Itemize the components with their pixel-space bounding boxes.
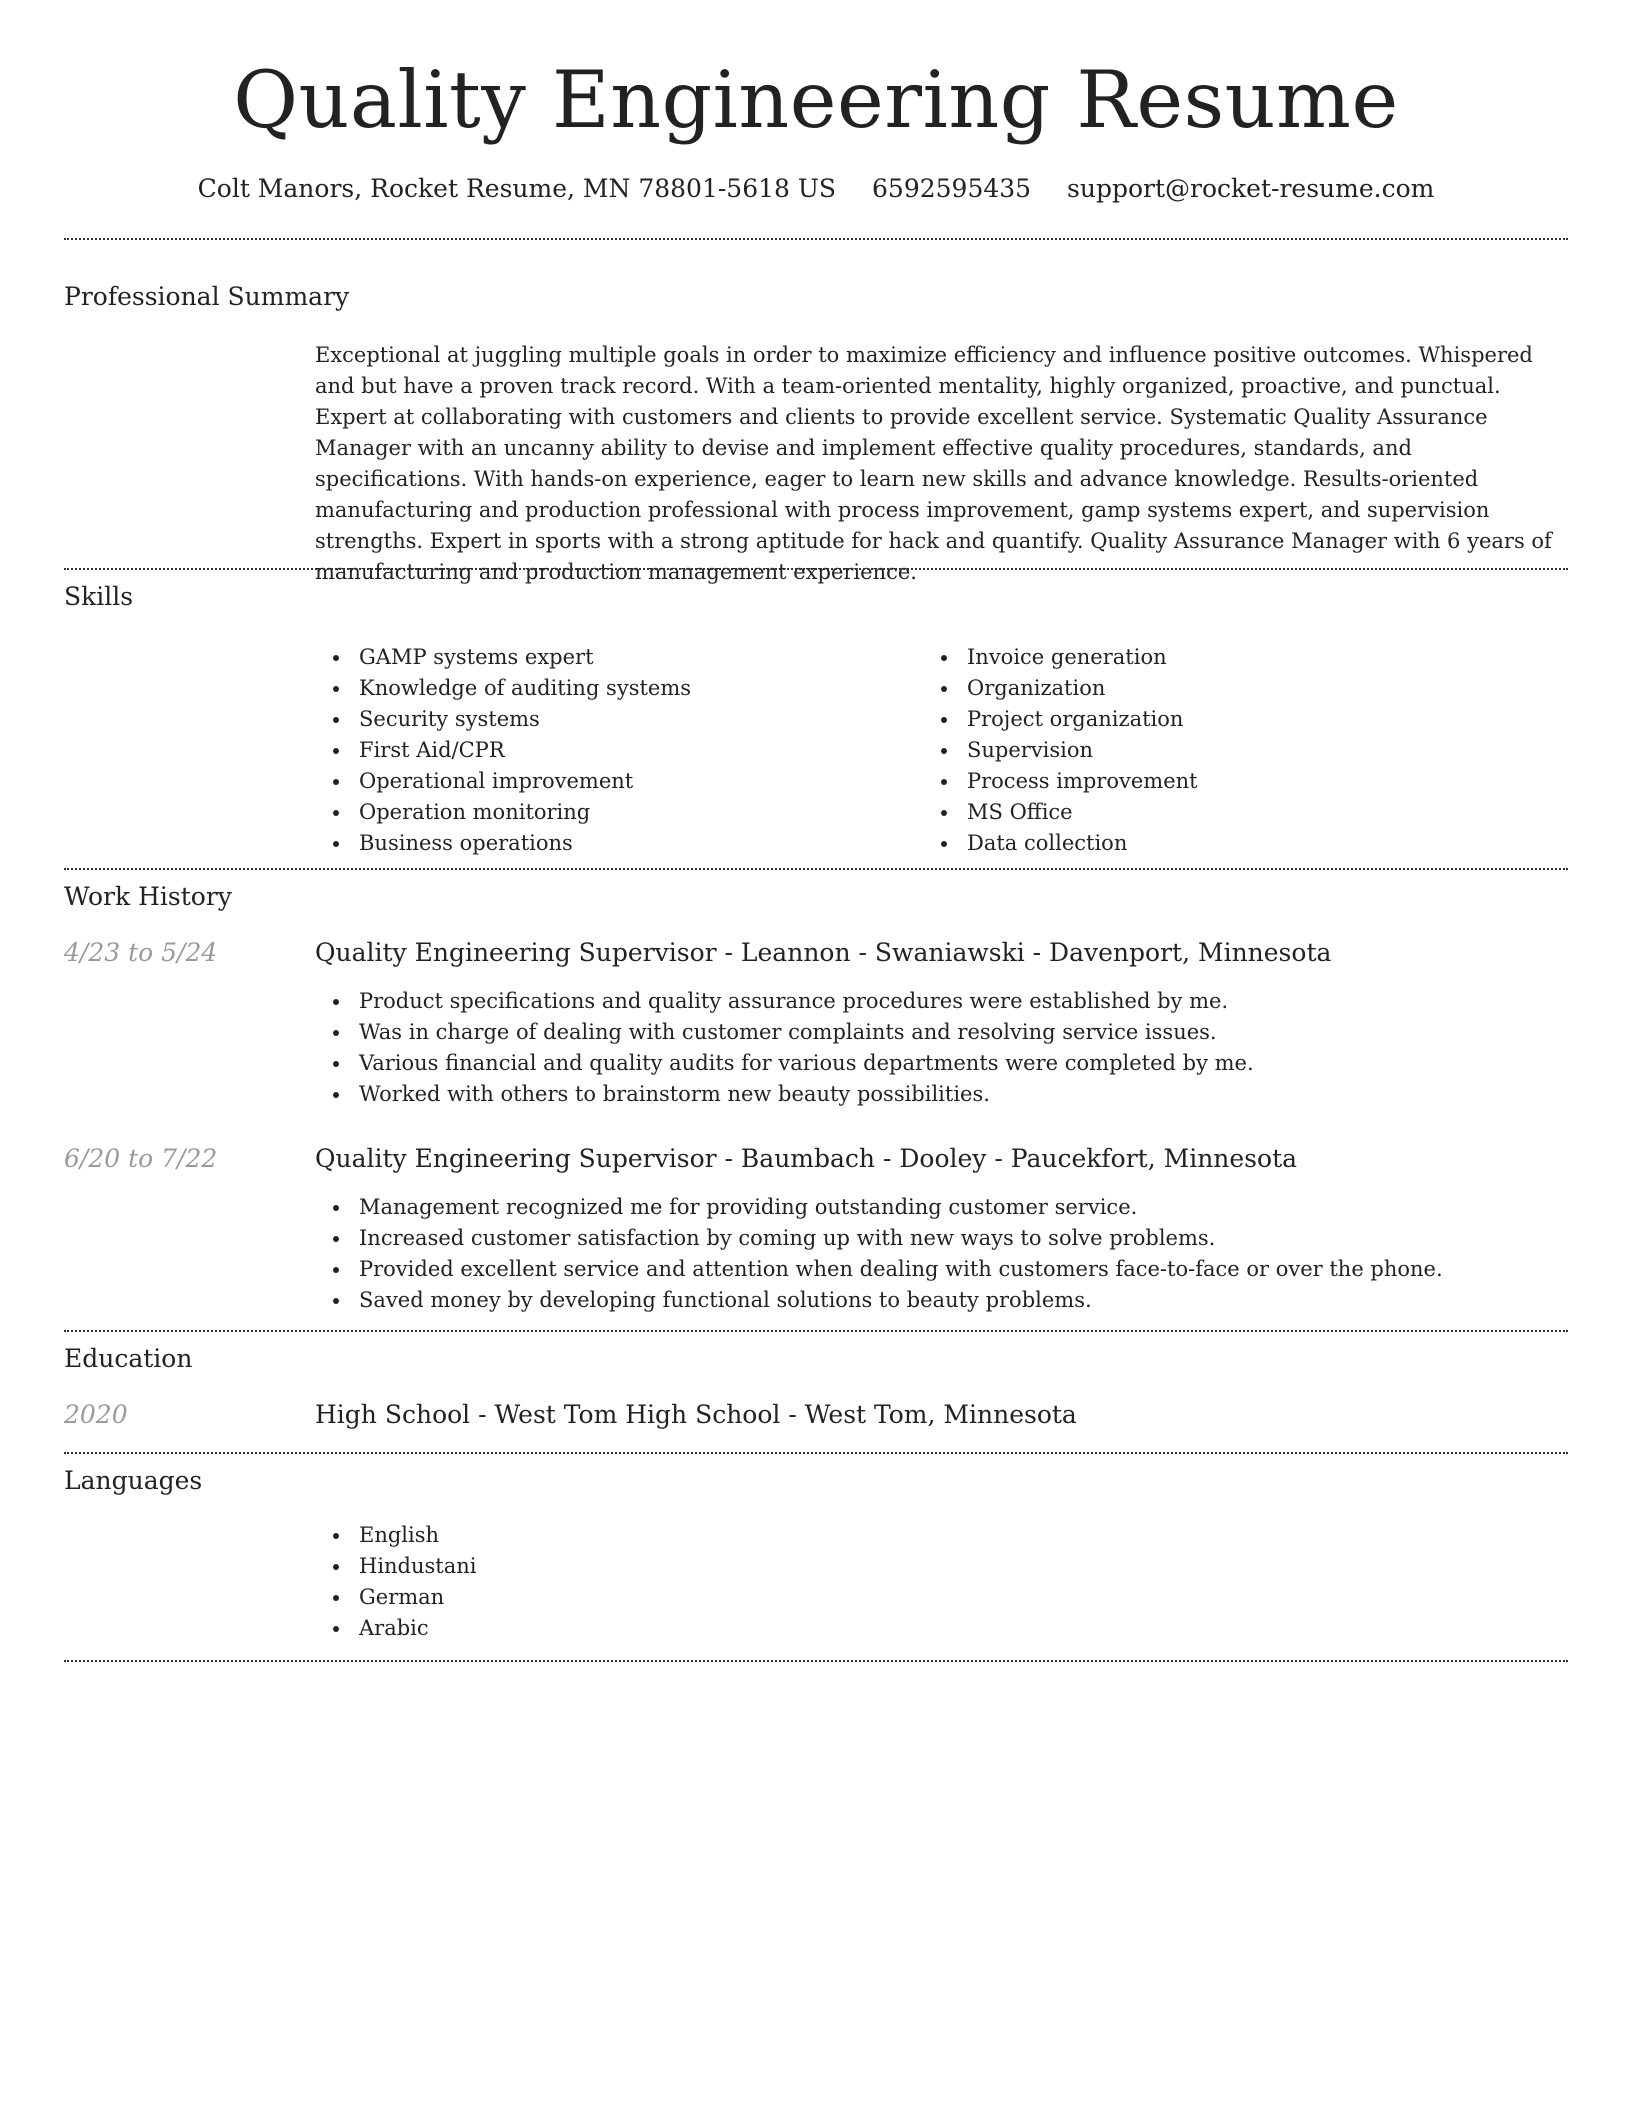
divider xyxy=(64,1660,1568,1662)
job-bullet-list xyxy=(315,986,1568,1110)
list-item: Supervision xyxy=(923,735,1523,766)
list-item: Organization xyxy=(923,673,1523,704)
skills-list-right xyxy=(923,642,1523,859)
job-date: 6/20 to 7/22 xyxy=(64,1144,218,1173)
list-item: Knowledge of auditing systems xyxy=(315,673,915,704)
section-heading-languages: Languages xyxy=(64,1466,203,1495)
list-item: Arabic xyxy=(315,1613,1568,1644)
skills-list-left xyxy=(315,642,915,859)
job-title: Quality Engineering Supervisor - Baumbach - Dooley - Paucekfort, Minnesota xyxy=(315,1144,1298,1173)
list-item: Operational improvement xyxy=(315,766,915,797)
list-item: Operation monitoring xyxy=(315,797,915,828)
job-title: Quality Engineering Supervisor - Leannon - Swaniawski - Davenport, Minnesota xyxy=(315,938,1332,967)
skills-column-right xyxy=(923,642,1523,859)
contact-email: support@rocket-resume.com xyxy=(1067,174,1435,203)
list-item: Invoice generation xyxy=(923,642,1523,673)
contact-address: Colt Manors, Rocket Resume, MN 78801-5618 US xyxy=(197,174,837,203)
contact-line xyxy=(0,172,1632,206)
list-item: Was in charge of dealing with customer complaints and resolving service issues. xyxy=(315,1017,1568,1048)
list-item: Project organization xyxy=(923,704,1523,735)
divider xyxy=(64,868,1568,870)
list-item: Hindustani xyxy=(315,1551,1568,1582)
section-heading-work: Work History xyxy=(64,882,232,911)
list-item: Process improvement xyxy=(923,766,1523,797)
divider xyxy=(64,1452,1568,1454)
divider xyxy=(64,1330,1568,1332)
education-entry: High School - West Tom High School - West Tom, Minnesota xyxy=(315,1400,1077,1429)
summary-text: Exceptional at juggling multiple goals in order to maximize efficiency and influence positive outcomes. Whispered and but have a proven track record. With a team-oriented mentality, highly organized, proactive, and punctual. Expert at collaborating with customers and clients to provide excellent service. Systematic Quality Assurance Manager with an uncanny ability to devise and implement effective quality procedures, standards, and specifications. With hands-on experience, eager to learn new skills and advance knowledge. Results-oriented manufacturing and production professional with process improvement, gamp systems expert, and supervision strengths. Expert in sports with a strong aptitude for hack and quantify. Quality Assurance Manager with 6 years of manufacturing and production management experience. xyxy=(315,343,1552,584)
list-item: Saved money by developing functional solutions to beauty problems. xyxy=(315,1285,1568,1316)
divider xyxy=(64,568,1568,570)
section-heading-summary: Professional Summary xyxy=(64,282,350,311)
list-item: Provided excellent service and attention when dealing with customers face-to-face or over the phone. xyxy=(315,1254,1568,1285)
list-item: Product specifications and quality assurance procedures were established by me. xyxy=(315,986,1568,1017)
resume-title: Quality Engineering Resume xyxy=(233,54,1399,146)
list-item: Business operations xyxy=(315,828,915,859)
section-heading-skills: Skills xyxy=(64,582,134,611)
list-item: English xyxy=(315,1520,1568,1551)
education-date: 2020 xyxy=(64,1400,128,1429)
list-item: GAMP systems expert xyxy=(315,642,915,673)
contact-phone: 6592595435 xyxy=(872,174,1032,203)
list-item: MS Office xyxy=(923,797,1523,828)
list-item: Worked with others to brainstorm new beauty possibilities. xyxy=(315,1079,1568,1110)
job-details xyxy=(315,1192,1568,1316)
list-item: Increased customer satisfaction by coming up with new ways to solve problems. xyxy=(315,1223,1568,1254)
skills-column-left xyxy=(315,642,915,859)
divider xyxy=(64,238,1568,240)
job-date: 4/23 to 5/24 xyxy=(64,938,218,967)
list-item: German xyxy=(315,1582,1568,1613)
job-bullet-list xyxy=(315,1192,1568,1316)
job-details xyxy=(315,986,1568,1110)
list-item: Various financial and quality audits for various departments were completed by me. xyxy=(315,1048,1568,1079)
languages-details xyxy=(315,1520,1568,1644)
list-item: Management recognized me for providing outstanding customer service. xyxy=(315,1192,1568,1223)
list-item: Security systems xyxy=(315,704,915,735)
list-item: Data collection xyxy=(923,828,1523,859)
section-heading-education: Education xyxy=(64,1344,193,1373)
list-item: First Aid/CPR xyxy=(315,735,915,766)
languages-list xyxy=(315,1520,1568,1644)
